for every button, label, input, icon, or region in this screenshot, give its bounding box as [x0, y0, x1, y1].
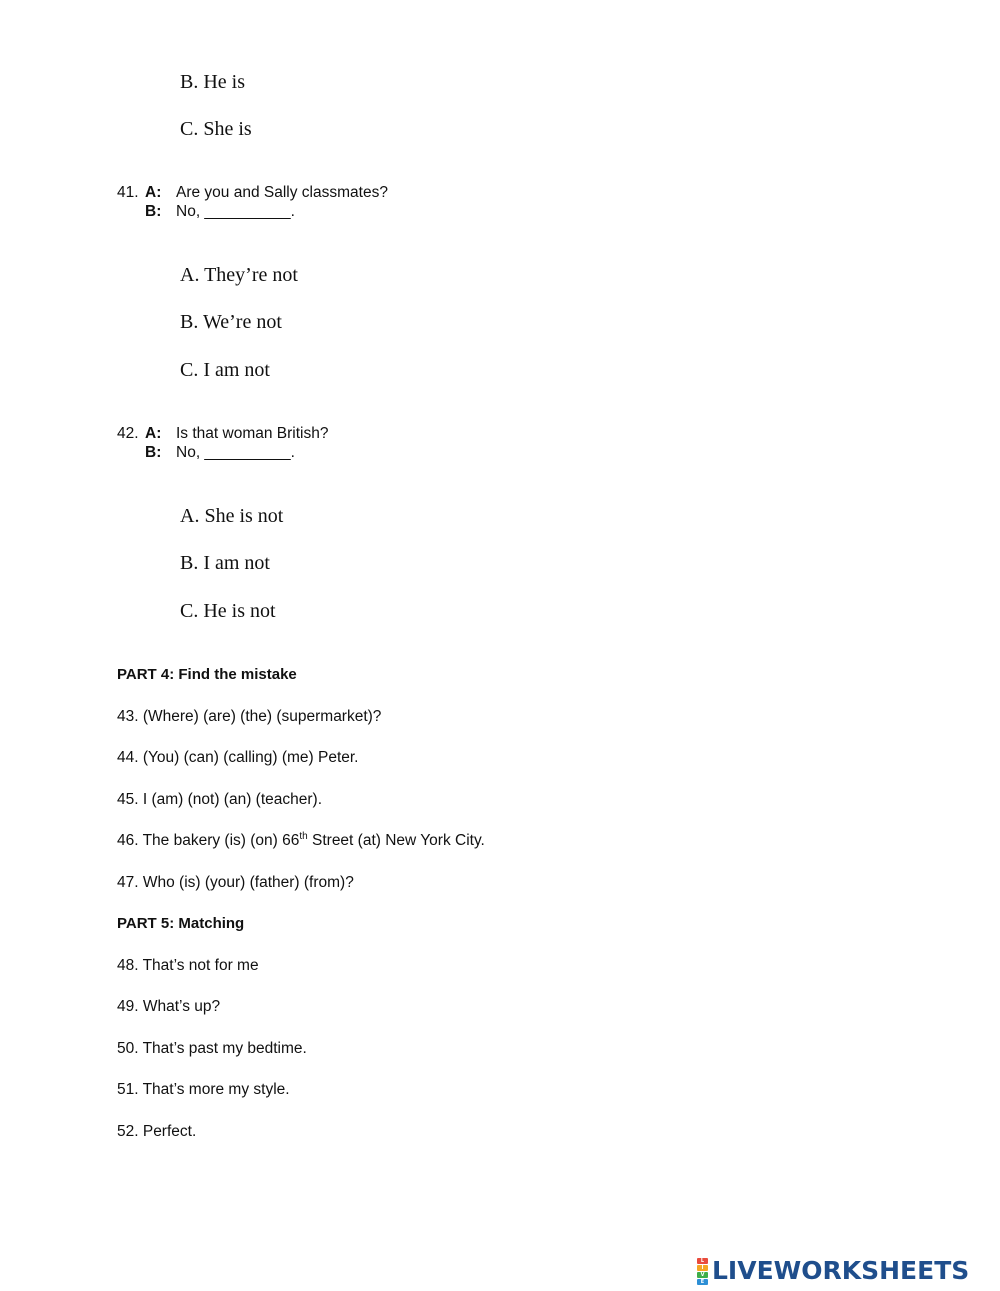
liveworksheets-logo[interactable]: [697, 1256, 969, 1286]
part4-item-46-before: 46. The bakery (is) (on) 66: [117, 832, 300, 849]
part4-item-46-after: Street (at) New York City.: [307, 832, 485, 849]
logo-text: LIVEWORKSHEETS: [712, 1256, 970, 1285]
q41-a-label: A:: [145, 184, 162, 201]
part5-item-51[interactable]: 51. That’s more my style.: [117, 1081, 290, 1098]
q42-b-text: No, __________.: [176, 444, 295, 461]
logo-square-2: I: [697, 1265, 708, 1271]
q41-b-label: B:: [145, 203, 162, 220]
part5-item-50[interactable]: 50. That’s past my bedtime.: [117, 1040, 307, 1057]
q41-option-c[interactable]: C. I am not: [180, 359, 270, 381]
q42-a-label: A:: [145, 425, 162, 442]
q42-option-c[interactable]: C. He is not: [180, 600, 276, 622]
part5-item-48[interactable]: 48. That’s not for me: [117, 957, 259, 974]
logo-square-3: V: [697, 1272, 708, 1278]
part4-item-44[interactable]: 44. (You) (can) (calling) (me) Peter.: [117, 749, 359, 766]
q41-a-text: Are you and Sally classmates?: [176, 184, 388, 201]
part4-item-43[interactable]: 43. (Where) (are) (the) (supermarket)?: [117, 708, 382, 725]
part4-title: PART 4: Find the mistake: [117, 666, 297, 683]
q41-option-b[interactable]: B. We’re not: [180, 311, 282, 333]
q41-b-text: No, __________.: [176, 203, 295, 220]
part4-item-46[interactable]: [117, 831, 485, 851]
q42-option-b[interactable]: B. I am not: [180, 552, 270, 574]
logo-square-4: E: [697, 1279, 708, 1285]
part4-item-45[interactable]: 45. I (am) (not) (an) (teacher).: [117, 791, 323, 808]
q41-number: 41.: [117, 184, 139, 201]
q42-b-label: B:: [145, 444, 162, 461]
q41-option-a[interactable]: A. They’re not: [180, 264, 298, 286]
part4-item-47[interactable]: 47. Who (is) (your) (father) (from)?: [117, 874, 354, 891]
q40-option-b[interactable]: B. He is: [180, 71, 245, 93]
q42-a-text: Is that woman British?: [176, 425, 329, 442]
part5-item-49[interactable]: 49. What’s up?: [117, 998, 221, 1015]
logo-squares-icon: [697, 1258, 708, 1285]
part4-item-46-sup: th: [299, 830, 308, 842]
part5-item-52[interactable]: 52. Perfect.: [117, 1123, 197, 1140]
part5-title: PART 5: Matching: [117, 915, 245, 932]
q40-option-c[interactable]: C. She is: [180, 118, 252, 140]
q42-number: 42.: [117, 425, 139, 442]
logo-square-1: L: [697, 1258, 708, 1264]
q42-option-a[interactable]: A. She is not: [180, 505, 284, 527]
